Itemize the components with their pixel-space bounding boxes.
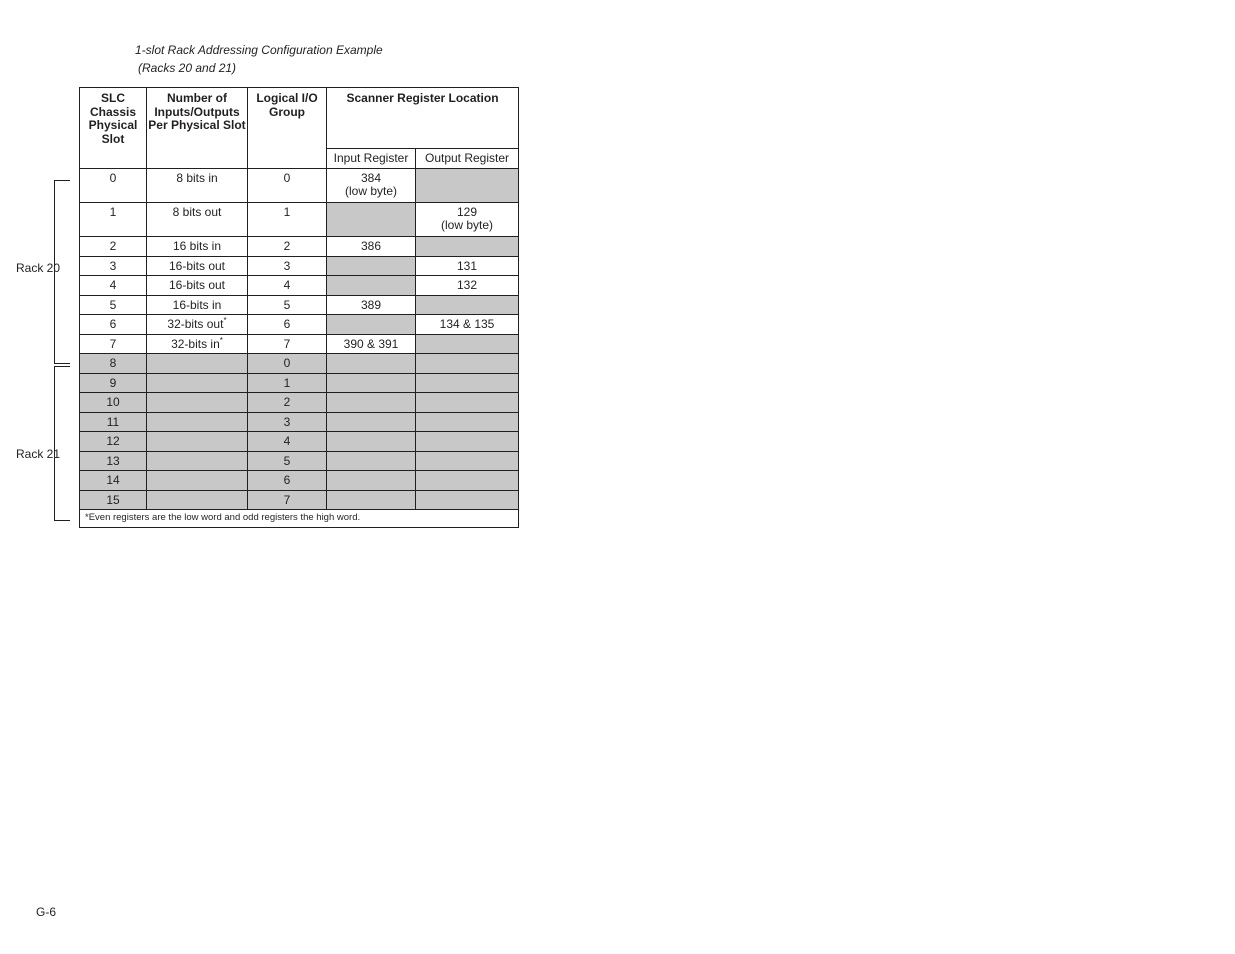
cell-logical-group-text: 2 bbox=[283, 395, 291, 409]
cell-logical-group-text: 2 bbox=[283, 239, 291, 253]
cell-io-count-text: 16-bits out bbox=[168, 278, 226, 292]
header-output-register: Output Register bbox=[416, 149, 519, 169]
cell-io-count bbox=[147, 203, 248, 237]
table-footnote: *Even registers are the low word and odd registers the high word. bbox=[80, 510, 519, 528]
rack-addressing-table bbox=[79, 87, 519, 528]
table-row bbox=[80, 354, 519, 374]
cell-output-register-text: 134 & 135 bbox=[439, 317, 495, 331]
table-row bbox=[80, 373, 519, 393]
cell-io-count-text: 8 bits in bbox=[176, 171, 218, 185]
cell-slot-text: 15 bbox=[106, 492, 120, 507]
cell-input-register bbox=[327, 315, 416, 335]
table-row bbox=[80, 490, 519, 510]
cell-slot bbox=[80, 295, 147, 315]
cell-logical-group bbox=[248, 276, 327, 296]
cell-slot-text: 12 bbox=[106, 434, 120, 448]
cell-io-count bbox=[147, 373, 248, 393]
cell-logical-group-text: 3 bbox=[283, 414, 291, 429]
cell-input-register bbox=[327, 237, 416, 257]
cell-input-register bbox=[327, 451, 416, 471]
cell-io-count bbox=[147, 295, 248, 315]
cell-output-register bbox=[416, 295, 519, 315]
table-row bbox=[80, 295, 519, 315]
cell-slot bbox=[80, 237, 147, 257]
cell-slot-text: 5 bbox=[109, 297, 117, 312]
cell-input-register bbox=[327, 276, 416, 296]
cell-logical-group bbox=[248, 203, 327, 237]
cell-slot bbox=[80, 276, 147, 296]
cell-output-register-text: 132 bbox=[456, 278, 478, 292]
rack-21-bracket bbox=[54, 366, 70, 521]
cell-slot-text: 3 bbox=[109, 258, 117, 273]
cell-slot-text: 1 bbox=[109, 205, 117, 219]
cell-io-count-text: 16-bits out bbox=[168, 258, 226, 273]
table-row bbox=[80, 412, 519, 432]
cell-logical-group-text: 7 bbox=[283, 492, 291, 507]
cell-io-count bbox=[147, 276, 248, 296]
cell-io-count bbox=[147, 237, 248, 257]
cell-slot-text: 7 bbox=[109, 336, 117, 351]
rack-20-label: Rack 20 bbox=[16, 261, 61, 275]
header-input-register: Input Register bbox=[327, 149, 416, 169]
cell-input-register bbox=[327, 490, 416, 510]
cell-slot bbox=[80, 393, 147, 413]
cell-logical-group bbox=[248, 490, 327, 510]
table-row bbox=[80, 203, 519, 237]
cell-logical-group-text: 7 bbox=[283, 336, 291, 351]
cell-output-register bbox=[416, 276, 519, 296]
table-row bbox=[80, 169, 519, 203]
table-row bbox=[80, 237, 519, 257]
cell-io-count-text: 16-bits in bbox=[172, 297, 222, 312]
cell-output-register bbox=[416, 451, 519, 471]
cell-io-count bbox=[147, 451, 248, 471]
cell-output-register-text: 131 bbox=[456, 258, 478, 273]
cell-output-register bbox=[416, 256, 519, 276]
cell-io-count bbox=[147, 432, 248, 452]
cell-input-register bbox=[327, 295, 416, 315]
cell-io-count-text: 16 bits in bbox=[172, 239, 222, 253]
cell-output-register bbox=[416, 169, 519, 203]
cell-io-count bbox=[147, 334, 248, 354]
cell-logical-group-text: 0 bbox=[283, 356, 291, 370]
cell-output-register bbox=[416, 432, 519, 452]
cell-output-register bbox=[416, 354, 519, 374]
cell-io-count bbox=[147, 412, 248, 432]
cell-slot bbox=[80, 203, 147, 237]
cell-output-register bbox=[416, 393, 519, 413]
cell-io-count bbox=[147, 393, 248, 413]
header-scanner-register: Scanner Register Location bbox=[327, 88, 519, 149]
footnote-marker: * bbox=[219, 335, 223, 345]
cell-slot bbox=[80, 451, 147, 471]
cell-logical-group bbox=[248, 373, 327, 393]
cell-input-register-text: 384 (low byte) bbox=[344, 171, 397, 198]
cell-slot-text: 2 bbox=[109, 239, 117, 253]
cell-slot bbox=[80, 490, 147, 510]
cell-logical-group-text: 3 bbox=[283, 258, 291, 273]
cell-slot bbox=[80, 334, 147, 354]
cell-logical-group-text: 4 bbox=[283, 278, 291, 292]
cell-slot-text: 0 bbox=[109, 171, 117, 185]
page-number: G-6 bbox=[36, 905, 57, 919]
cell-input-register bbox=[327, 471, 416, 491]
cell-slot bbox=[80, 315, 147, 335]
cell-logical-group bbox=[248, 393, 327, 413]
cell-slot-text: 8 bbox=[109, 356, 117, 370]
header-slot: SLC Chassis Physical Slot bbox=[80, 88, 147, 169]
cell-slot bbox=[80, 373, 147, 393]
table-row bbox=[80, 471, 519, 491]
cell-logical-group bbox=[248, 295, 327, 315]
rack-21-label: Rack 21 bbox=[16, 447, 61, 461]
cell-input-register-text: 390 & 391 bbox=[343, 336, 399, 351]
cell-output-register bbox=[416, 237, 519, 257]
cell-output-register bbox=[416, 373, 519, 393]
cell-slot bbox=[80, 432, 147, 452]
cell-slot bbox=[80, 354, 147, 374]
cell-logical-group-text: 4 bbox=[283, 434, 291, 448]
cell-input-register bbox=[327, 373, 416, 393]
cell-io-count bbox=[147, 169, 248, 203]
cell-input-register-text: 389 bbox=[360, 297, 382, 312]
cell-output-register bbox=[416, 315, 519, 335]
table-row bbox=[80, 432, 519, 452]
table-row bbox=[80, 393, 519, 413]
cell-slot bbox=[80, 169, 147, 203]
cell-io-count bbox=[147, 471, 248, 491]
footnote-marker: * bbox=[223, 316, 227, 325]
cell-logical-group-text: 1 bbox=[283, 205, 291, 219]
cell-slot bbox=[80, 471, 147, 491]
cell-io-count-text: 8 bits out bbox=[172, 205, 222, 219]
cell-input-register bbox=[327, 256, 416, 276]
cell-io-count bbox=[147, 490, 248, 510]
table-caption: 1-slot Rack Addressing Configuration Example bbox=[135, 43, 383, 57]
cell-logical-group bbox=[248, 354, 327, 374]
cell-logical-group bbox=[248, 412, 327, 432]
table-body bbox=[80, 169, 519, 510]
cell-logical-group bbox=[248, 237, 327, 257]
cell-output-register bbox=[416, 412, 519, 432]
cell-logical-group bbox=[248, 315, 327, 335]
cell-input-register bbox=[327, 169, 416, 203]
header-logical-group: Logical I/O Group bbox=[248, 88, 327, 169]
cell-logical-group-text: 1 bbox=[283, 375, 291, 390]
cell-logical-group bbox=[248, 471, 327, 491]
cell-logical-group bbox=[248, 334, 327, 354]
cell-logical-group-text: 6 bbox=[283, 317, 291, 331]
cell-logical-group bbox=[248, 451, 327, 471]
cell-slot-text: 9 bbox=[109, 375, 117, 390]
cell-io-count-text: 32-bits out bbox=[167, 317, 224, 331]
cell-slot-text: 11 bbox=[106, 414, 120, 429]
table-caption-subtitle: (Racks 20 and 21) bbox=[138, 61, 237, 75]
cell-io-count bbox=[147, 354, 248, 374]
cell-output-register bbox=[416, 334, 519, 354]
table-row bbox=[80, 334, 519, 354]
cell-logical-group-text: 5 bbox=[283, 453, 291, 468]
cell-input-register-text: 386 bbox=[360, 239, 382, 253]
cell-logical-group-text: 5 bbox=[283, 297, 291, 312]
cell-logical-group bbox=[248, 169, 327, 203]
cell-io-count bbox=[147, 256, 248, 276]
cell-input-register bbox=[327, 412, 416, 432]
cell-output-register bbox=[416, 471, 519, 491]
cell-slot bbox=[80, 256, 147, 276]
cell-input-register bbox=[327, 203, 416, 237]
table-row bbox=[80, 315, 519, 335]
table-row bbox=[80, 451, 519, 471]
cell-output-register bbox=[416, 203, 519, 237]
cell-slot-text: 10 bbox=[106, 395, 120, 409]
cell-slot-text: 13 bbox=[106, 453, 120, 468]
table-row bbox=[80, 256, 519, 276]
table-row bbox=[80, 276, 519, 296]
cell-slot-text: 14 bbox=[106, 473, 120, 487]
cell-input-register bbox=[327, 334, 416, 354]
cell-logical-group-text: 6 bbox=[283, 473, 291, 487]
cell-input-register bbox=[327, 393, 416, 413]
cell-input-register bbox=[327, 354, 416, 374]
cell-input-register bbox=[327, 432, 416, 452]
cell-slot bbox=[80, 412, 147, 432]
cell-logical-group bbox=[248, 256, 327, 276]
cell-io-count-text: 32-bits in bbox=[171, 336, 220, 351]
cell-slot-text: 4 bbox=[109, 278, 117, 292]
cell-output-register-text: 129 (low byte) bbox=[441, 205, 494, 232]
header-io-count: Number of Inputs/Outputs Per Physical Slot bbox=[147, 88, 248, 169]
cell-io-count bbox=[147, 315, 248, 335]
cell-output-register bbox=[416, 490, 519, 510]
cell-logical-group-text: 0 bbox=[283, 171, 291, 185]
cell-slot-text: 6 bbox=[109, 317, 117, 331]
cell-logical-group bbox=[248, 432, 327, 452]
